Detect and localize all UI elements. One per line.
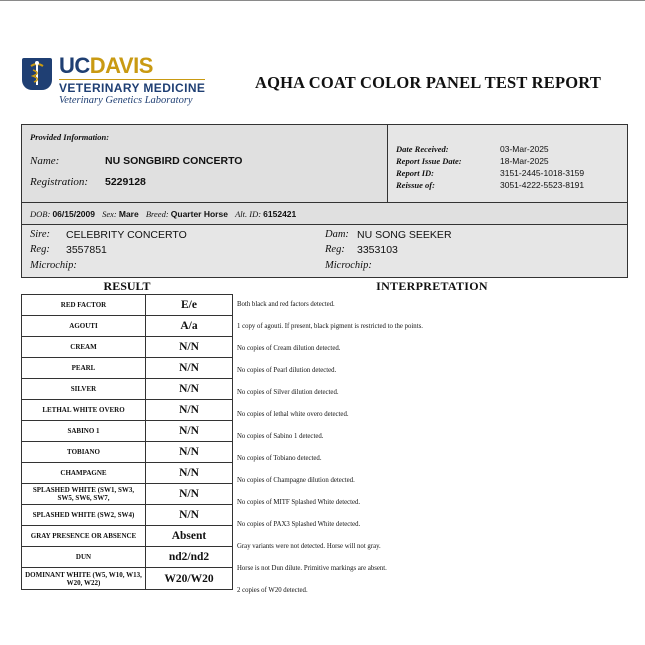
interpretation-text: 1 copy of agouti. If present, black pigment is restricted to the points.	[237, 322, 423, 330]
result-heading: RESULT	[103, 279, 151, 293]
test-result: N/N	[179, 362, 199, 374]
test-name: SPLASHED WHITE (SW2, SW4)	[22, 505, 146, 525]
name-label: Name:	[30, 155, 60, 167]
horse-name: NU SONGBIRD CONCERTO	[105, 155, 243, 167]
result-row	[22, 505, 232, 526]
alt-id-label: Alt. ID:	[235, 209, 262, 219]
dam-label: Dam:	[325, 229, 349, 240]
test-result: A/a	[180, 320, 198, 332]
dam-microchip-label: Microchip:	[325, 260, 372, 271]
breed-label: Breed:	[145, 209, 169, 219]
result-row	[22, 568, 232, 589]
date-received-label: Date Received:	[396, 144, 449, 154]
dam-reg-label: Reg:	[325, 244, 345, 255]
result-row	[22, 358, 232, 379]
sex-label: Sex:	[102, 209, 117, 219]
result-row	[22, 421, 232, 442]
sex-value: Mare	[118, 209, 139, 219]
lab-name: Veterinary Genetics Laboratory	[59, 95, 193, 106]
interpretation-text: No copies of Silver dilution detected.	[237, 388, 339, 396]
report-id-label: Report ID:	[396, 168, 435, 178]
vet-med-text: VETERINARY MEDICINE	[59, 81, 206, 95]
uc-text: UC	[59, 53, 90, 78]
registration-number: 5229128	[105, 176, 146, 188]
interpretation-text: Both black and red factors detected.	[237, 300, 335, 308]
result-row	[22, 400, 232, 421]
interpretation-text: 2 copies of W20 detected.	[237, 586, 308, 594]
interpretation-text: No copies of Pearl dilution detected.	[237, 366, 337, 374]
details-row	[22, 202, 627, 224]
test-name: GRAY PRESENCE OR ABSENCE	[22, 526, 146, 546]
issue-date: 18-Mar-2025	[500, 156, 549, 166]
test-name: DOMINANT WHITE (W5, W10, W13, W20, W22)	[22, 568, 146, 589]
test-name: AGOUTI	[22, 316, 146, 336]
test-name: RED FACTOR	[22, 295, 146, 315]
test-result: N/N	[179, 341, 199, 353]
test-result: N/N	[179, 488, 199, 500]
result-row	[22, 337, 232, 358]
result-row	[22, 295, 232, 316]
interpretation-text: No copies of Sabino 1 detected.	[237, 432, 324, 440]
result-row	[22, 484, 232, 505]
test-result: N/N	[179, 467, 199, 479]
issue-date-label: Report Issue Date:	[396, 156, 462, 166]
test-result: E/e	[181, 299, 197, 311]
test-name: CHAMPAGNE	[22, 463, 146, 483]
reissue-label: Reissue of:	[396, 180, 435, 190]
report-id: 3151-2445-1018-3159	[500, 168, 585, 178]
test-result: N/N	[179, 425, 199, 437]
test-name: DUN	[22, 547, 146, 567]
interpretation-heading: INTERPRETATION	[376, 279, 488, 293]
interpretation-text: No copies of Tobiano detected.	[237, 454, 322, 462]
interpretation-text: No copies of lethal white overo detected.	[237, 410, 349, 418]
top-rule	[0, 0, 645, 1]
sire-name: CELEBRITY CONCERTO	[66, 229, 187, 241]
test-result: N/N	[179, 509, 199, 521]
reissue-of: 3051-4222-5523-8191	[500, 180, 585, 190]
ucdavis-logo	[22, 55, 222, 110]
dam-reg: 3353103	[357, 244, 398, 256]
interpretation-text: Gray variants were not detected. Horse will not gray.	[237, 542, 381, 550]
ucdavis-wordmark	[59, 55, 153, 77]
result-row	[22, 547, 232, 568]
test-name: CREAM	[22, 337, 146, 357]
interpretation-text: No copies of Champagne dilution detected.	[237, 476, 355, 484]
registration-label: Registration:	[30, 176, 89, 188]
provided-heading: Provided Information:	[30, 132, 110, 142]
dam-name: NU SONG SEEKER	[357, 229, 452, 241]
test-name: SILVER	[22, 379, 146, 399]
sire-reg: 3557851	[66, 244, 107, 256]
result-row	[22, 442, 232, 463]
interpretation-text: No copies of MITF Splashed White detected.	[237, 498, 361, 506]
sire-label: Sire:	[30, 229, 51, 240]
parents-section	[22, 224, 627, 277]
test-name: LETHAL WHITE OVERO	[22, 400, 146, 420]
test-result: N/N	[179, 383, 199, 395]
interpretation-text: No copies of PAX3 Splashed White detected.	[237, 520, 361, 528]
test-name: SPLASHED WHITE (SW1, SW3, SW5, SW6, SW7,	[22, 484, 146, 504]
sire-reg-label: Reg:	[30, 244, 50, 255]
alt-id-value: 6152421	[263, 209, 297, 219]
test-name: SABINO 1	[22, 421, 146, 441]
test-result: N/N	[179, 446, 199, 458]
test-result: N/N	[179, 404, 199, 416]
breed-value: Quarter Horse	[170, 209, 228, 219]
result-row	[22, 526, 232, 547]
interpretation-text: Horse is not Dun dilute. Primitive markings are absent.	[237, 564, 387, 572]
result-row	[22, 379, 232, 400]
test-result: Absent	[171, 530, 207, 542]
result-row	[22, 463, 232, 484]
sire-microchip-label: Microchip:	[30, 260, 77, 271]
date-received: 03-Mar-2025	[500, 144, 549, 154]
dob-value: 06/15/2009	[52, 209, 95, 219]
davis-text: DAVIS	[89, 53, 153, 78]
test-result: nd2/nd2	[168, 551, 210, 563]
results-table	[21, 294, 233, 590]
info-box	[21, 124, 628, 278]
dob-label: DOB:	[30, 209, 51, 219]
test-name: TOBIANO	[22, 442, 146, 462]
interpretation-text: No copies of Cream dilution detected.	[237, 344, 341, 352]
result-row	[22, 316, 232, 337]
report-title: AQHA COAT COLOR PANEL TEST REPORT	[255, 73, 602, 92]
provided-information	[22, 125, 388, 202]
report-info	[388, 125, 627, 202]
caduceus-shield-icon	[22, 58, 52, 90]
test-result: W20/W20	[164, 572, 214, 585]
test-name: PEARL	[22, 358, 146, 378]
